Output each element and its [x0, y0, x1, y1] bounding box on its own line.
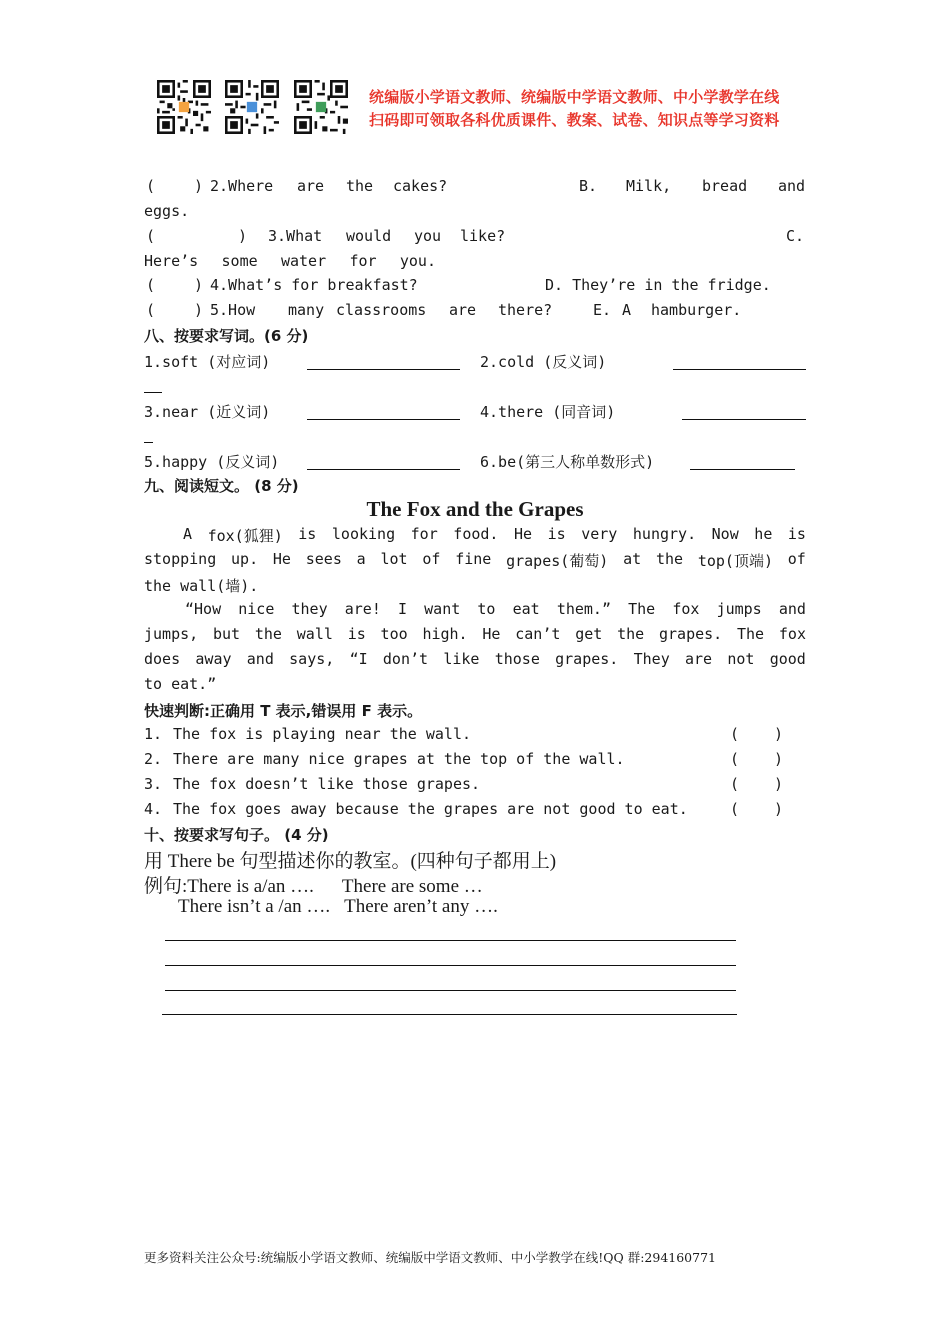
word-item-label: 1.soft (对应词): [144, 353, 271, 371]
story-word: of: [787, 550, 806, 568]
quiz-number: 3.: [144, 775, 163, 793]
answer-paren-close: ): [194, 177, 204, 195]
story-word: up.: [231, 550, 259, 568]
answer-word: you.: [399, 252, 436, 270]
story-word: jumps: [716, 600, 762, 618]
story-word: the: [617, 625, 645, 643]
story-word: like: [443, 650, 480, 668]
answer-blank[interactable]: [682, 405, 806, 420]
story-line: [144, 675, 806, 697]
answer-paren-open[interactable]: (: [146, 227, 156, 245]
answer-letter: E.: [593, 301, 612, 319]
story-word: high.: [422, 625, 468, 643]
story-word: don’t: [382, 650, 429, 668]
quiz-number: 4.: [144, 800, 163, 818]
story-word: he: [754, 525, 773, 543]
story-word: looking: [331, 525, 396, 543]
story-word: fox: [778, 625, 806, 643]
quiz-heading: 快速判断:正确用 T 表示,错误用 F 表示。: [144, 702, 423, 720]
question-word: are: [297, 177, 325, 195]
story-text: to eat.”: [144, 675, 217, 693]
story-word: I: [398, 600, 408, 618]
match-row-3-wrap: [144, 252, 436, 274]
example-sentence: There aren’t any ….: [344, 896, 498, 917]
example-sentence: There isn’t a /an ….: [178, 896, 331, 917]
footer-text: 更多资料关注公众号:统编版小学语文教师、统编版中学语文教师、中小学教学在线!QQ 群:294160771: [144, 1250, 716, 1265]
word-item-label: 3.near (近义词): [144, 403, 271, 421]
answer-word: Here’s: [144, 252, 199, 270]
story-word: Now: [711, 525, 739, 543]
example-label: 例句:: [144, 876, 188, 897]
question-word: the: [346, 177, 374, 195]
quiz-item: [144, 800, 806, 822]
answer-blank[interactable]: [307, 455, 460, 470]
story-word: is: [347, 625, 366, 643]
word-item-label: 6.be(第三人称单数形式): [480, 453, 655, 471]
story-word: grapes.: [658, 625, 723, 643]
quiz-item: [144, 775, 806, 797]
story-line: [144, 575, 806, 597]
answer-word: some: [221, 252, 258, 270]
match-row-5: [144, 301, 806, 323]
story-word: is: [298, 525, 317, 543]
story-word: jumps,: [144, 625, 199, 643]
story-word: at: [623, 550, 642, 568]
story-word: does: [144, 650, 181, 668]
answer-word: and: [778, 177, 806, 195]
answer-text: D. They’re in the fridge.: [545, 276, 771, 294]
story-word: the: [254, 625, 282, 643]
answer-word: water: [280, 252, 327, 270]
section-10-heading: 十、按要求写句子。 (4 分): [144, 826, 329, 844]
story-word: nice: [238, 600, 275, 618]
story-word: A: [183, 525, 193, 543]
example-sentence: There is a/an ….: [187, 876, 314, 897]
qr-code-icon: [225, 80, 279, 134]
story-word: sees: [305, 550, 342, 568]
story-word: The: [628, 600, 656, 618]
answer-letter: C.: [786, 227, 805, 245]
answer-paren-open[interactable]: (: [146, 301, 156, 319]
quiz-item: [144, 725, 806, 747]
word-item-label: 5.happy (反义词): [144, 453, 280, 471]
section-8-heading: 八、按要求写词。(6 分): [144, 327, 309, 345]
promo-line-1: 统编版小学语文教师、统编版中学语文教师、中小学教学在线: [369, 88, 780, 106]
word-item-row-3: [144, 451, 806, 473]
story-word: fox(狐狸): [207, 527, 283, 545]
writing-line[interactable]: [162, 1014, 737, 1015]
story-word: for: [410, 525, 438, 543]
answer-word: Milk,: [626, 177, 672, 195]
writing-line[interactable]: [165, 990, 736, 991]
story-word: can’t: [515, 625, 561, 643]
word-item-label: 2.cold (反义词): [480, 353, 607, 371]
story-line: [144, 625, 806, 647]
answer-blank[interactable]: [690, 455, 795, 470]
quiz-statement: The fox doesn’t like those grapes.: [173, 775, 481, 793]
answer-word: A: [622, 301, 632, 319]
match-row-2-wrap: [144, 202, 806, 224]
answer-blank[interactable]: [673, 355, 806, 370]
story-word: too: [380, 625, 408, 643]
word-item-label: 4.there (同音词): [480, 403, 616, 421]
answer-paren-open[interactable]: (: [146, 177, 156, 195]
answer-paren-close: ): [774, 750, 784, 768]
answer-paren-close: ): [194, 276, 204, 294]
example-line-1: [144, 871, 483, 898]
word-item-row-1: [144, 351, 806, 373]
story-word: is: [547, 525, 566, 543]
story-word: He: [482, 625, 501, 643]
qr-code-1[interactable]: [157, 80, 211, 134]
promo-line-2: 扫码即可领取各科优质课件、教案、试卷、知识点等学习资料: [369, 111, 780, 129]
story-word: get: [575, 625, 603, 643]
story-word: He: [514, 525, 533, 543]
answer-paren-open[interactable]: (: [730, 800, 740, 818]
answer-letter: B.: [579, 177, 598, 195]
quiz-statement: There are many nice grapes at the top of the wall.: [173, 750, 625, 768]
story-word: grapes.: [555, 650, 619, 668]
answer-blank-wrap[interactable]: [144, 378, 162, 393]
story-word: grapes(葡萄): [506, 552, 609, 570]
story-word: want: [424, 600, 461, 618]
answer-blank-wrap[interactable]: [144, 428, 153, 443]
story-word: stopping: [144, 550, 217, 568]
question-word: classrooms: [336, 301, 427, 319]
answer-paren-open[interactable]: (: [730, 775, 740, 793]
story-word: and: [778, 600, 806, 618]
story-line: [185, 600, 806, 622]
match-row-2: [144, 177, 806, 199]
story-word: hungry.: [632, 525, 697, 543]
story-word: “How: [185, 600, 222, 618]
question-text: 2.Where: [210, 177, 274, 195]
question-word: 5.How: [210, 301, 256, 319]
story-word: The: [737, 625, 765, 643]
question-word: you: [414, 227, 442, 245]
question-text: 4.What’s for breakfast?: [210, 276, 418, 294]
answer-paren-open[interactable]: (: [730, 725, 740, 743]
story-word: They: [633, 650, 670, 668]
story-word: the: [655, 550, 684, 568]
story-word: is: [787, 525, 806, 543]
question-word: are: [449, 301, 477, 319]
answer-paren-close: ): [774, 725, 784, 743]
story-line: [183, 525, 806, 547]
story-word: a: [356, 550, 366, 568]
answer-blank[interactable]: [307, 405, 460, 420]
answer-paren-open[interactable]: (: [730, 750, 740, 768]
story-word: those: [494, 650, 540, 668]
story-word: they: [291, 600, 328, 618]
story-word: of: [422, 550, 441, 568]
story-word: very: [581, 525, 618, 543]
quiz-statement: The fox is playing near the wall.: [173, 725, 472, 743]
story-word: them.”: [556, 600, 611, 618]
story-line: [144, 650, 806, 672]
match-row-3: [144, 227, 806, 249]
answer-word: bread: [702, 177, 748, 195]
section-9-heading: 九、阅读短文。 (8 分): [144, 477, 299, 495]
story-word: not: [727, 650, 755, 668]
match-row-4: [144, 276, 806, 298]
qr-code-icon: [157, 80, 211, 134]
story-word: “I: [349, 650, 368, 668]
answer-word: for: [349, 252, 377, 270]
answer-word: hamburger.: [651, 301, 742, 319]
story-word: food.: [453, 525, 499, 543]
story-word: away: [195, 650, 232, 668]
quiz-item: [144, 750, 806, 772]
story-word: He: [272, 550, 291, 568]
story-word: top(顶端): [697, 552, 773, 570]
qr-code-icon: [294, 80, 348, 134]
question-word: there?: [498, 301, 553, 319]
answer-blank[interactable]: [307, 355, 460, 370]
question-text: 3.What: [268, 227, 323, 245]
quiz-statement: The fox goes away because the grapes are not good to eat.: [173, 800, 688, 818]
story-word: fox: [672, 600, 700, 618]
answer-paren-close: ): [238, 227, 248, 245]
story-word: says,: [289, 650, 335, 668]
answer-paren-close: ): [194, 301, 204, 319]
question-word: like?: [460, 227, 506, 245]
answer-paren-open[interactable]: (: [146, 276, 156, 294]
story-title: The Fox and the Grapes: [366, 497, 584, 521]
story-word: are!: [344, 600, 381, 618]
story-word: to: [477, 600, 496, 618]
quiz-number: 2.: [144, 750, 163, 768]
example-line-2: [178, 896, 498, 918]
qr-code-2[interactable]: [225, 80, 279, 134]
writing-line[interactable]: [165, 965, 736, 966]
story-word: good: [769, 650, 806, 668]
answer-paren-close: ): [774, 800, 784, 818]
quiz-number: 1.: [144, 725, 163, 743]
answer-word: eggs.: [144, 202, 190, 220]
story-word: are: [685, 650, 713, 668]
story-word: and: [246, 650, 274, 668]
question-word: many: [288, 301, 325, 319]
word-item-row-2: [144, 401, 806, 423]
example-sentence: There are some …: [341, 876, 483, 897]
story-line: [144, 550, 806, 572]
story-word: but: [212, 625, 241, 643]
qr-code-3[interactable]: [294, 80, 348, 134]
answer-paren-close: ): [774, 775, 784, 793]
story-word: eat: [512, 600, 540, 618]
story-word: fine: [455, 550, 492, 568]
writing-line[interactable]: [165, 940, 736, 941]
question-word: cakes?: [393, 177, 448, 195]
story-word: lot: [380, 550, 408, 568]
story-word: wall: [296, 625, 333, 643]
section-10-instruction: 用 There be 句型描述你的教室。(四种句子都用上): [144, 851, 557, 872]
question-word: would: [346, 227, 392, 245]
story-text: the wall(墙).: [144, 577, 259, 595]
